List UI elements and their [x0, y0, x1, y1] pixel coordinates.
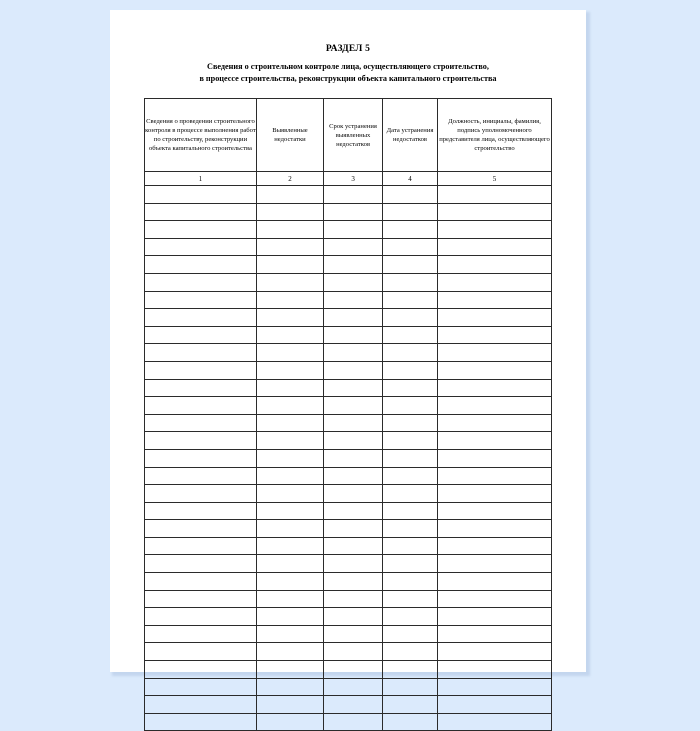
table-cell[interactable]	[145, 555, 257, 573]
section-label: РАЗДЕЛ 5	[325, 44, 371, 54]
table-cell[interactable]	[383, 537, 438, 555]
table-cell[interactable]	[324, 397, 383, 415]
table-row[interactable]	[145, 449, 552, 467]
table-cell[interactable]	[324, 555, 383, 573]
table-cell[interactable]	[383, 590, 438, 608]
table-cell[interactable]	[256, 643, 323, 661]
table-cell[interactable]	[324, 449, 383, 467]
table-row[interactable]	[145, 625, 552, 643]
table-cell[interactable]	[145, 625, 257, 643]
table-row[interactable]	[145, 661, 552, 679]
table-row[interactable]	[145, 555, 552, 573]
table-cell[interactable]	[145, 361, 257, 379]
table-cell[interactable]	[256, 344, 323, 362]
table-cell[interactable]	[324, 643, 383, 661]
table-cell[interactable]	[324, 678, 383, 696]
table-cell[interactable]	[256, 555, 323, 573]
table-cell[interactable]	[256, 608, 323, 626]
table-cell[interactable]	[438, 256, 552, 274]
table-cell[interactable]	[324, 361, 383, 379]
table-row[interactable]	[145, 256, 552, 274]
table-cell[interactable]	[383, 221, 438, 239]
table-cell[interactable]	[256, 397, 323, 415]
table-cell[interactable]	[324, 238, 383, 256]
table-cell[interactable]	[324, 273, 383, 291]
document-header	[144, 44, 552, 85]
table-cell[interactable]	[383, 273, 438, 291]
table-row[interactable]	[145, 414, 552, 432]
table-cell[interactable]	[256, 309, 323, 327]
table-row[interactable]	[145, 326, 552, 344]
table-cell[interactable]	[438, 397, 552, 415]
table-cell[interactable]	[145, 678, 257, 696]
table-cell[interactable]	[324, 696, 383, 714]
table-cell[interactable]	[438, 273, 552, 291]
table-row[interactable]	[145, 713, 552, 731]
table-cell[interactable]	[438, 520, 552, 538]
table-header	[145, 99, 552, 186]
table-cell[interactable]	[383, 256, 438, 274]
table-cell[interactable]	[438, 590, 552, 608]
table-cell[interactable]	[145, 467, 257, 485]
table-cell[interactable]	[438, 291, 552, 309]
table-cell[interactable]	[383, 238, 438, 256]
table-cell[interactable]	[256, 273, 323, 291]
table-cell[interactable]	[256, 661, 323, 679]
table-cell[interactable]	[256, 485, 323, 503]
column-header-defect-fix-deadline: Срок устранения выявленных недостатков	[324, 99, 383, 172]
table-row[interactable]	[145, 291, 552, 309]
column-number-4: 4	[383, 172, 438, 186]
table-cell[interactable]	[438, 432, 552, 450]
table-cell[interactable]	[256, 467, 323, 485]
table-cell[interactable]	[438, 661, 552, 679]
column-header-defects: Выявленные недостатки	[256, 99, 323, 172]
table-cell[interactable]	[438, 555, 552, 573]
column-header-representative: Должность, инициалы, фамилия, подпись уполномоченного представителя лица, осуществляющего строительство	[438, 99, 552, 172]
table-row[interactable]	[145, 590, 552, 608]
table-row[interactable]	[145, 696, 552, 714]
document-page	[110, 10, 586, 672]
document-title-line-1: Сведения о строительном контроле лица, осуществляющего строительство,	[207, 62, 489, 71]
table-cell[interactable]	[256, 520, 323, 538]
table-cell[interactable]	[145, 326, 257, 344]
table-cell[interactable]	[256, 449, 323, 467]
table-cell[interactable]	[383, 502, 438, 520]
table-cell[interactable]	[324, 502, 383, 520]
table-row[interactable]	[145, 273, 552, 291]
table-cell[interactable]	[145, 485, 257, 503]
table-cell[interactable]	[383, 379, 438, 397]
table-cell[interactable]	[383, 625, 438, 643]
table-cell[interactable]	[256, 713, 323, 731]
table-cell[interactable]	[145, 203, 257, 221]
table-cell[interactable]	[145, 256, 257, 274]
column-number-1: 1	[145, 172, 257, 186]
table-cell[interactable]	[383, 643, 438, 661]
table-cell[interactable]	[256, 502, 323, 520]
table-cell[interactable]	[383, 467, 438, 485]
table-cell[interactable]	[438, 203, 552, 221]
table-cell[interactable]	[324, 467, 383, 485]
table-cell[interactable]	[438, 713, 552, 731]
table-cell[interactable]	[438, 414, 552, 432]
table-cell[interactable]	[324, 379, 383, 397]
table-cell[interactable]	[438, 238, 552, 256]
table-cell[interactable]	[145, 414, 257, 432]
table-cell[interactable]	[145, 186, 257, 204]
table-cell[interactable]	[256, 326, 323, 344]
table-cell[interactable]	[145, 573, 257, 591]
table-cell[interactable]	[256, 379, 323, 397]
table-cell[interactable]	[145, 449, 257, 467]
table-cell[interactable]	[383, 555, 438, 573]
table-cell[interactable]	[324, 573, 383, 591]
table-cell[interactable]	[383, 520, 438, 538]
table-cell[interactable]	[145, 661, 257, 679]
table-cell[interactable]	[438, 502, 552, 520]
table-cell[interactable]	[324, 625, 383, 643]
table-cell[interactable]	[324, 186, 383, 204]
table-cell[interactable]	[383, 326, 438, 344]
table-cell[interactable]	[145, 520, 257, 538]
table-cell[interactable]	[324, 256, 383, 274]
table-cell[interactable]	[383, 573, 438, 591]
table-row[interactable]	[145, 379, 552, 397]
table-cell[interactable]	[256, 291, 323, 309]
table-cell[interactable]	[145, 309, 257, 327]
table-row[interactable]	[145, 467, 552, 485]
table-cell[interactable]	[438, 678, 552, 696]
table-cell[interactable]	[438, 186, 552, 204]
table-cell[interactable]	[145, 344, 257, 362]
table-cell[interactable]	[145, 273, 257, 291]
table-cell[interactable]	[145, 238, 257, 256]
table-cell[interactable]	[324, 661, 383, 679]
table-cell[interactable]	[383, 678, 438, 696]
table-cell[interactable]	[383, 203, 438, 221]
table-cell[interactable]	[324, 203, 383, 221]
table-cell[interactable]	[383, 291, 438, 309]
table-cell[interactable]	[438, 537, 552, 555]
table-cell[interactable]	[438, 696, 552, 714]
construction-control-table	[144, 98, 552, 731]
table-cell[interactable]	[145, 608, 257, 626]
table-cell[interactable]	[438, 449, 552, 467]
table-cell[interactable]	[145, 590, 257, 608]
table-cell[interactable]	[324, 291, 383, 309]
table-cell[interactable]	[438, 608, 552, 626]
table-cell[interactable]	[324, 520, 383, 538]
table-cell[interactable]	[324, 414, 383, 432]
table-cell[interactable]	[256, 361, 323, 379]
table-cell[interactable]	[324, 537, 383, 555]
table-cell[interactable]	[324, 485, 383, 503]
table-cell[interactable]	[438, 485, 552, 503]
table-cell[interactable]	[256, 238, 323, 256]
table-row[interactable]	[145, 361, 552, 379]
table-header-row	[145, 99, 552, 172]
table-cell[interactable]	[145, 291, 257, 309]
table-cell[interactable]	[324, 608, 383, 626]
table-cell[interactable]	[438, 361, 552, 379]
table-cell[interactable]	[256, 432, 323, 450]
table-cell[interactable]	[438, 467, 552, 485]
table-cell[interactable]	[324, 432, 383, 450]
table-cell[interactable]	[256, 625, 323, 643]
table-cell[interactable]	[383, 485, 438, 503]
table-cell[interactable]	[383, 608, 438, 626]
table-cell[interactable]	[383, 696, 438, 714]
table-cell[interactable]	[438, 344, 552, 362]
table-cell[interactable]	[324, 344, 383, 362]
table-cell[interactable]	[145, 537, 257, 555]
table-cell[interactable]	[256, 696, 323, 714]
table-cell[interactable]	[256, 678, 323, 696]
table-row[interactable]	[145, 309, 552, 327]
table-row[interactable]	[145, 238, 552, 256]
table-cell[interactable]	[256, 537, 323, 555]
column-number-row	[145, 172, 552, 186]
table-cell[interactable]	[145, 502, 257, 520]
table-row[interactable]	[145, 502, 552, 520]
table-row[interactable]	[145, 537, 552, 555]
table-cell[interactable]	[383, 186, 438, 204]
table-cell[interactable]	[383, 414, 438, 432]
table-row[interactable]	[145, 186, 552, 204]
table-row[interactable]	[145, 203, 552, 221]
table-cell[interactable]	[256, 221, 323, 239]
table-row[interactable]	[145, 221, 552, 239]
table-cell[interactable]	[256, 414, 323, 432]
column-number-5: 5	[438, 172, 552, 186]
table-cell[interactable]	[383, 432, 438, 450]
table-row[interactable]	[145, 573, 552, 591]
table-cell[interactable]	[324, 326, 383, 344]
table-row[interactable]	[145, 608, 552, 626]
table-row[interactable]	[145, 643, 552, 661]
table-row[interactable]	[145, 344, 552, 362]
table-row[interactable]	[145, 432, 552, 450]
table-cell[interactable]	[145, 379, 257, 397]
table-cell[interactable]	[145, 221, 257, 239]
table-cell[interactable]	[256, 573, 323, 591]
table-cell[interactable]	[324, 309, 383, 327]
table-cell[interactable]	[256, 256, 323, 274]
table-cell[interactable]	[256, 590, 323, 608]
table-cell[interactable]	[383, 361, 438, 379]
table-row[interactable]	[145, 397, 552, 415]
document-title-line-2: в процессе строительства, реконструкции объекта капитального строительства	[199, 74, 497, 83]
table-body	[145, 186, 552, 731]
table-cell[interactable]	[438, 643, 552, 661]
table-cell[interactable]	[145, 432, 257, 450]
column-header-control-info: Сведения о проведении строительного контроля в процессе выполнения работ по строительству, реконструкции объекта капитального строительства	[145, 99, 257, 172]
column-number-2: 2	[256, 172, 323, 186]
table-cell[interactable]	[383, 309, 438, 327]
table-cell[interactable]	[438, 379, 552, 397]
table-cell[interactable]	[438, 309, 552, 327]
column-number-3: 3	[324, 172, 383, 186]
table-cell[interactable]	[383, 344, 438, 362]
table-cell[interactable]	[324, 713, 383, 731]
table-cell[interactable]	[145, 643, 257, 661]
table-cell[interactable]	[145, 713, 257, 731]
table-cell[interactable]	[324, 590, 383, 608]
table-row[interactable]	[145, 520, 552, 538]
table-cell[interactable]	[383, 661, 438, 679]
table-cell[interactable]	[324, 221, 383, 239]
table-cell[interactable]	[438, 625, 552, 643]
table-row[interactable]	[145, 485, 552, 503]
table-cell[interactable]	[145, 696, 257, 714]
column-header-defect-fix-date: Дата устранения недостатков	[383, 99, 438, 172]
table-cell[interactable]	[438, 221, 552, 239]
table-cell[interactable]	[438, 573, 552, 591]
table-row[interactable]	[145, 678, 552, 696]
table-cell[interactable]	[383, 397, 438, 415]
table-cell[interactable]	[383, 449, 438, 467]
table-cell[interactable]	[256, 186, 323, 204]
table-cell[interactable]	[256, 203, 323, 221]
table-cell[interactable]	[383, 713, 438, 731]
table-cell[interactable]	[145, 397, 257, 415]
table-cell[interactable]	[438, 326, 552, 344]
